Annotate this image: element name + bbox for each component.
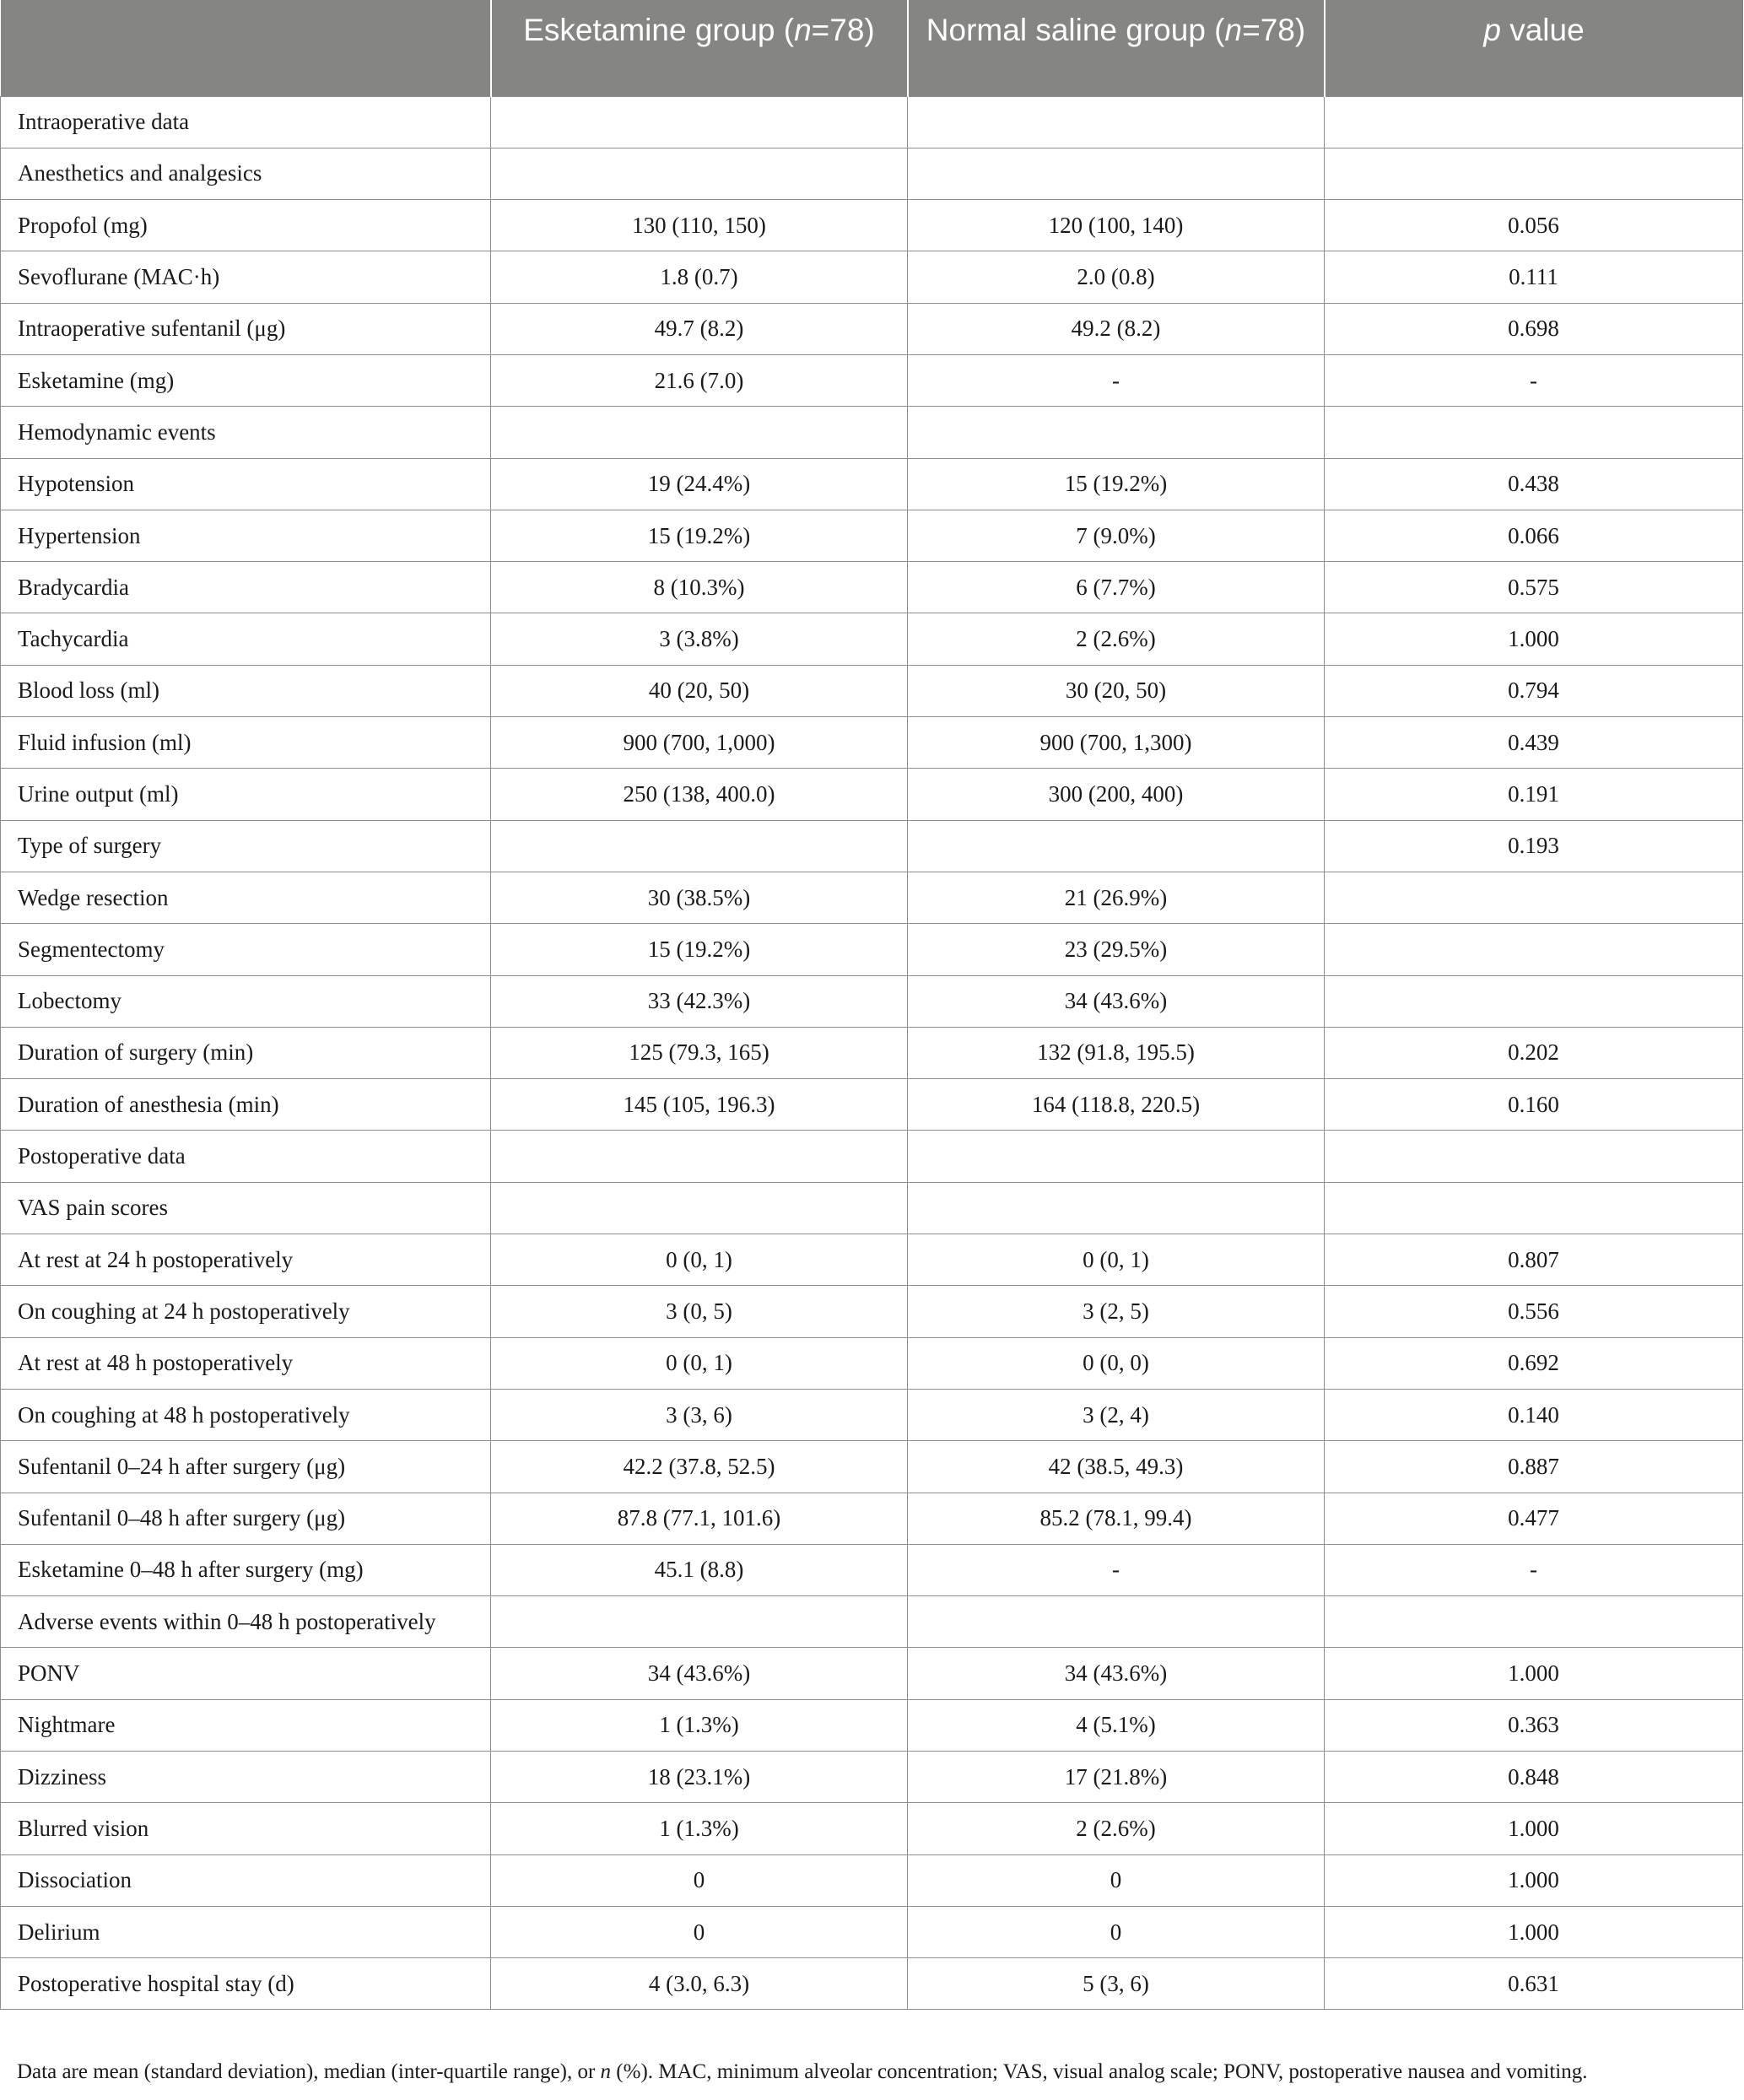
- esketamine-value: 21.6 (7.0): [491, 354, 908, 406]
- row-label: On coughing at 48 h postoperatively: [1, 1389, 491, 1440]
- saline-value: 5 (3, 6): [908, 1958, 1325, 2010]
- saline-value: 0 (0, 0): [908, 1337, 1325, 1389]
- header-esketamine-group: Esketamine group (n=78): [491, 0, 908, 96]
- p-value: 1.000: [1325, 1906, 1743, 1957]
- p-value: -: [1325, 1544, 1743, 1595]
- esketamine-value: 900 (700, 1,000): [491, 717, 908, 769]
- row-label: VAS pain scores: [1, 1182, 491, 1234]
- row-label: At rest at 24 h postoperatively: [1, 1234, 491, 1286]
- esketamine-value: 87.8 (77.1, 101.6): [491, 1493, 908, 1544]
- row-label: Esketamine (mg): [1, 354, 491, 406]
- table-row: [1, 1752, 1743, 1803]
- saline-value: 3 (2, 4): [908, 1389, 1325, 1440]
- saline-value: 6 (7.7%): [908, 562, 1325, 613]
- saline-value: 2.0 (0.8): [908, 251, 1325, 303]
- esketamine-value: 40 (20, 50): [491, 665, 908, 716]
- header-p-value: p value: [1325, 0, 1743, 96]
- table-row: [1, 148, 1743, 199]
- saline-value: 15 (19.2%): [908, 458, 1325, 510]
- table-row: [1, 1596, 1743, 1648]
- saline-value: 23 (29.5%): [908, 924, 1325, 975]
- row-label: On coughing at 24 h postoperatively: [1, 1286, 491, 1337]
- row-label: Wedge resection: [1, 872, 491, 923]
- p-value: [1325, 1596, 1743, 1648]
- saline-value: 34 (43.6%): [908, 1648, 1325, 1699]
- esketamine-value: 15 (19.2%): [491, 510, 908, 561]
- table-row: [1, 96, 1743, 148]
- table-row: [1, 872, 1743, 923]
- row-label: Intraoperative data: [1, 96, 491, 148]
- table-row: [1, 613, 1743, 665]
- saline-value: [908, 1182, 1325, 1234]
- table-row: [1, 407, 1743, 458]
- esketamine-value: 1.8 (0.7): [491, 251, 908, 303]
- table-row: [1, 251, 1743, 303]
- row-label: At rest at 48 h postoperatively: [1, 1337, 491, 1389]
- p-value: 0.363: [1325, 1699, 1743, 1751]
- row-label: Nightmare: [1, 1699, 491, 1751]
- saline-value: 4 (5.1%): [908, 1699, 1325, 1751]
- saline-value: 0 (0, 1): [908, 1234, 1325, 1286]
- table-row: [1, 1286, 1743, 1337]
- row-label: Blurred vision: [1, 1803, 491, 1854]
- row-label: Propofol (mg): [1, 200, 491, 251]
- saline-value: -: [908, 1544, 1325, 1595]
- esketamine-value: 0: [491, 1906, 908, 1957]
- table-row: [1, 924, 1743, 975]
- esketamine-value: 3 (3, 6): [491, 1389, 908, 1440]
- table-row: [1, 303, 1743, 354]
- table-row: [1, 1131, 1743, 1182]
- esketamine-value: 3 (3.8%): [491, 613, 908, 665]
- row-label: Tachycardia: [1, 613, 491, 665]
- p-value: 0.202: [1325, 1027, 1743, 1078]
- saline-value: [908, 1596, 1325, 1648]
- row-label: Hemodynamic events: [1, 407, 491, 458]
- esketamine-value: 1 (1.3%): [491, 1803, 908, 1854]
- p-value: 0.193: [1325, 820, 1743, 872]
- table-row: [1, 562, 1743, 613]
- p-value: 0.477: [1325, 1493, 1743, 1544]
- row-label: Type of surgery: [1, 820, 491, 872]
- row-label: Sevoflurane (MAC·h): [1, 251, 491, 303]
- esketamine-value: 145 (105, 196.3): [491, 1079, 908, 1131]
- header-blank: [1, 0, 491, 96]
- table-row: [1, 1803, 1743, 1854]
- table-row: [1, 354, 1743, 406]
- p-value: [1325, 148, 1743, 199]
- p-value: [1325, 924, 1743, 975]
- p-value: 0.160: [1325, 1079, 1743, 1131]
- esketamine-value: [491, 407, 908, 458]
- row-label: Blood loss (ml): [1, 665, 491, 716]
- table-row: [1, 1234, 1743, 1286]
- row-label: Adverse events within 0–48 h postoperatively: [1, 1596, 491, 1648]
- esketamine-value: 30 (38.5%): [491, 872, 908, 923]
- table-row: [1, 1544, 1743, 1595]
- esketamine-value: [491, 1131, 908, 1182]
- table-row: [1, 1648, 1743, 1699]
- saline-value: 2 (2.6%): [908, 1803, 1325, 1854]
- saline-value: 21 (26.9%): [908, 872, 1325, 923]
- p-value: [1325, 1182, 1743, 1234]
- p-value: 0.807: [1325, 1234, 1743, 1286]
- row-label: Dissociation: [1, 1854, 491, 1906]
- saline-value: [908, 1131, 1325, 1182]
- table-row: [1, 1699, 1743, 1751]
- saline-value: -: [908, 354, 1325, 406]
- p-value: 0.438: [1325, 458, 1743, 510]
- row-label: Hypertension: [1, 510, 491, 561]
- p-value: 0.111: [1325, 251, 1743, 303]
- row-label: Lobectomy: [1, 975, 491, 1027]
- p-value: 0.631: [1325, 1958, 1743, 2010]
- table-row: [1, 200, 1743, 251]
- table-row: [1, 1337, 1743, 1389]
- p-value: 0.692: [1325, 1337, 1743, 1389]
- row-label: Anesthetics and analgesics: [1, 148, 491, 199]
- p-value: -: [1325, 354, 1743, 406]
- saline-value: 300 (200, 400): [908, 769, 1325, 820]
- table-row: [1, 1958, 1743, 2010]
- table-row: [1, 717, 1743, 769]
- row-label: Duration of surgery (min): [1, 1027, 491, 1078]
- saline-value: 0: [908, 1854, 1325, 1906]
- row-label: Delirium: [1, 1906, 491, 1957]
- esketamine-value: [491, 1596, 908, 1648]
- header-normal-saline-group: Normal saline group (n=78): [908, 0, 1325, 96]
- saline-value: 34 (43.6%): [908, 975, 1325, 1027]
- saline-value: 164 (118.8, 220.5): [908, 1079, 1325, 1131]
- saline-value: 30 (20, 50): [908, 665, 1325, 716]
- row-label: Postoperative data: [1, 1131, 491, 1182]
- saline-value: 42 (38.5, 49.3): [908, 1441, 1325, 1493]
- p-value: 1.000: [1325, 1854, 1743, 1906]
- p-value: 0.887: [1325, 1441, 1743, 1493]
- p-value: 1.000: [1325, 1803, 1743, 1854]
- p-value: [1325, 1131, 1743, 1182]
- table-row: [1, 1854, 1743, 1906]
- row-label: Postoperative hospital stay (d): [1, 1958, 491, 2010]
- row-label: Bradycardia: [1, 562, 491, 613]
- table-row: [1, 458, 1743, 510]
- row-label: Sufentanil 0–24 h after surgery (μg): [1, 1441, 491, 1493]
- row-label: Segmentectomy: [1, 924, 491, 975]
- saline-value: 0: [908, 1906, 1325, 1957]
- table-row: [1, 1906, 1743, 1957]
- table-row: [1, 665, 1743, 716]
- p-value: 0.439: [1325, 717, 1743, 769]
- esketamine-value: 0 (0, 1): [491, 1337, 908, 1389]
- row-label: PONV: [1, 1648, 491, 1699]
- p-value: 0.698: [1325, 303, 1743, 354]
- saline-value: 120 (100, 140): [908, 200, 1325, 251]
- row-label: Sufentanil 0–48 h after surgery (μg): [1, 1493, 491, 1544]
- esketamine-value: 0 (0, 1): [491, 1234, 908, 1286]
- esketamine-value: 125 (79.3, 165): [491, 1027, 908, 1078]
- row-label: Fluid infusion (ml): [1, 717, 491, 769]
- saline-value: 49.2 (8.2): [908, 303, 1325, 354]
- table-footnote: Data are mean (standard deviation), median (inter-quartile range), or n (%). MAC, minimum alveolar concentration; VAS, visual analog scale; PONV, postoperative nausea and vomiting.: [17, 2060, 1588, 2083]
- saline-value: [908, 820, 1325, 872]
- p-value: [1325, 407, 1743, 458]
- esketamine-value: 18 (23.1%): [491, 1752, 908, 1803]
- p-value: [1325, 975, 1743, 1027]
- esketamine-value: 1 (1.3%): [491, 1699, 908, 1751]
- esketamine-value: 3 (0, 5): [491, 1286, 908, 1337]
- esketamine-value: 250 (138, 400.0): [491, 769, 908, 820]
- row-label: Esketamine 0–48 h after surgery (mg): [1, 1544, 491, 1595]
- esketamine-value: 33 (42.3%): [491, 975, 908, 1027]
- p-value: 0.848: [1325, 1752, 1743, 1803]
- p-value: 0.575: [1325, 562, 1743, 613]
- saline-value: 2 (2.6%): [908, 613, 1325, 665]
- table-row: [1, 975, 1743, 1027]
- p-value: 0.556: [1325, 1286, 1743, 1337]
- saline-value: [908, 407, 1325, 458]
- esketamine-value: [491, 820, 908, 872]
- saline-value: 132 (91.8, 195.5): [908, 1027, 1325, 1078]
- esketamine-value: 45.1 (8.8): [491, 1544, 908, 1595]
- saline-value: [908, 148, 1325, 199]
- table-row: [1, 769, 1743, 820]
- table-body: [1, 96, 1743, 2010]
- esketamine-value: 8 (10.3%): [491, 562, 908, 613]
- p-value: [1325, 96, 1743, 148]
- table-row: [1, 510, 1743, 561]
- esketamine-value: 49.7 (8.2): [491, 303, 908, 354]
- saline-value: 7 (9.0%): [908, 510, 1325, 561]
- saline-value: 17 (21.8%): [908, 1752, 1325, 1803]
- p-value: 0.794: [1325, 665, 1743, 716]
- saline-value: [908, 96, 1325, 148]
- row-label: Intraoperative sufentanil (μg): [1, 303, 491, 354]
- esketamine-value: [491, 1182, 908, 1234]
- p-value: 0.056: [1325, 200, 1743, 251]
- esketamine-value: 19 (24.4%): [491, 458, 908, 510]
- esketamine-value: 42.2 (37.8, 52.5): [491, 1441, 908, 1493]
- row-label: Urine output (ml): [1, 769, 491, 820]
- table-row: [1, 1441, 1743, 1493]
- saline-value: 85.2 (78.1, 99.4): [908, 1493, 1325, 1544]
- esketamine-value: 15 (19.2%): [491, 924, 908, 975]
- esketamine-value: [491, 148, 908, 199]
- p-value: 0.066: [1325, 510, 1743, 561]
- table-row: [1, 820, 1743, 872]
- table-row: [1, 1493, 1743, 1544]
- p-value: 1.000: [1325, 613, 1743, 665]
- esketamine-value: 130 (110, 150): [491, 200, 908, 251]
- esketamine-value: 4 (3.0, 6.3): [491, 1958, 908, 2010]
- p-value: 0.191: [1325, 769, 1743, 820]
- p-value: 0.140: [1325, 1389, 1743, 1440]
- row-label: Duration of anesthesia (min): [1, 1079, 491, 1131]
- table-row: [1, 1182, 1743, 1234]
- table-row: [1, 1079, 1743, 1131]
- esketamine-value: [491, 96, 908, 148]
- p-value: 1.000: [1325, 1648, 1743, 1699]
- row-label: Dizziness: [1, 1752, 491, 1803]
- esketamine-value: 34 (43.6%): [491, 1648, 908, 1699]
- p-value: [1325, 872, 1743, 923]
- esketamine-value: 0: [491, 1854, 908, 1906]
- table-row: [1, 1389, 1743, 1440]
- saline-value: 900 (700, 1,300): [908, 717, 1325, 769]
- saline-value: 3 (2, 5): [908, 1286, 1325, 1337]
- row-label: Hypotension: [1, 458, 491, 510]
- table-row: [1, 1027, 1743, 1078]
- table-header-row: [1, 0, 1743, 96]
